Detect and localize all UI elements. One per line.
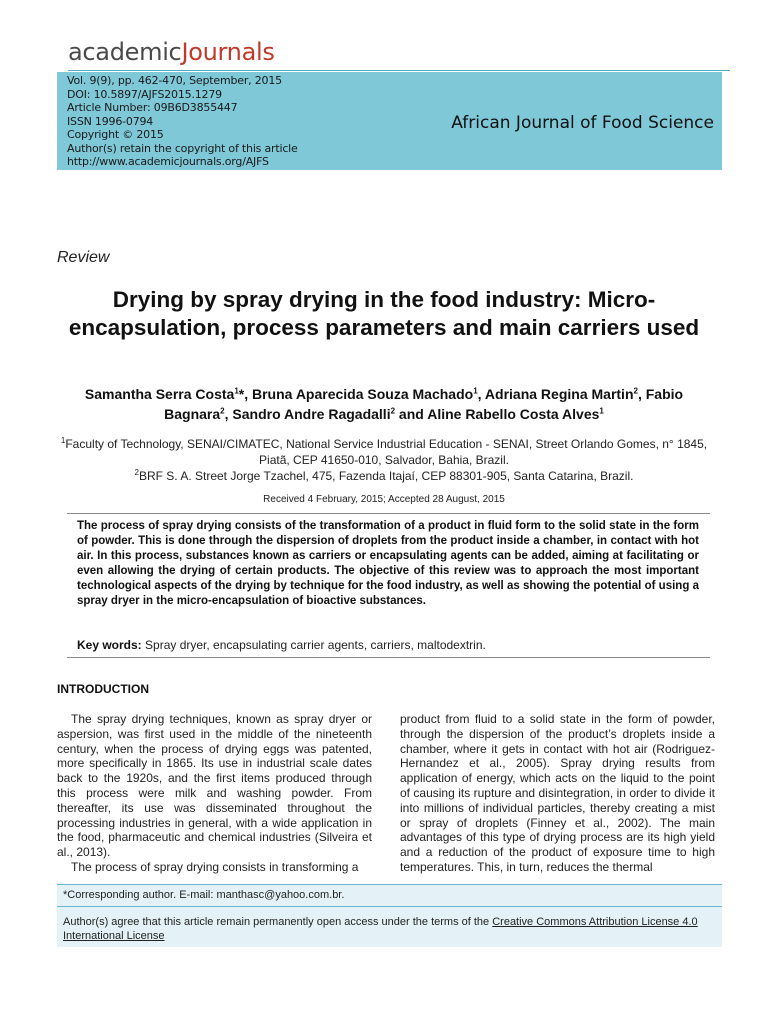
footnote-divider xyxy=(57,906,722,907)
publisher-logo-part1: academic xyxy=(68,38,182,66)
author-affil-sup: 1 xyxy=(599,406,604,416)
license-note xyxy=(63,915,713,943)
article-title: Drying by spray drying in the food industry: Micro-encapsulation, process parameters and main carriers used xyxy=(68,287,700,340)
author-name: Sandro Andre Ragadalli xyxy=(232,406,391,422)
header-rule xyxy=(68,70,730,71)
author-separator: and xyxy=(395,406,428,422)
meta-copyright-note: Author(s) retain the copyright of this article xyxy=(67,141,298,155)
article-meta-box xyxy=(57,72,722,170)
journal-name: African Journal of Food Science xyxy=(451,113,714,133)
author-affil-sup: 2 xyxy=(220,406,225,416)
corresponding-author-note: *Corresponding author. E-mail: manthasc@yahoo.com.br. xyxy=(63,889,345,901)
abstract-text: The process of spray drying consists of the transformation of a product in fluid form to the solid state in the form of powder. This is done through the dispersion of droplets from the product inside a chamber, in contact with hot air. In this process, substances known as carriers or encapsulating agents can be added, aiming at facilitating or even allowing the drying of certain products. The objective of this review was to approach the most important technological aspects of the drying by technique for the food industry, as well as showing the potential of using a spray dryer in the micro-encapsulation of bioactive substances. xyxy=(77,520,699,607)
author-name: Fabio Bagnara xyxy=(164,386,684,422)
author-affil-sup: 1 xyxy=(473,386,478,396)
received-dates: Received 4 February, 2015; Accepted 28 August, 2015 xyxy=(263,494,505,505)
meta-volume: Vol. 9(9), pp. 462-470, September, 2015 xyxy=(67,74,282,87)
affiliation-item xyxy=(60,468,708,484)
body-paragraph: The spray drying techniques, known as spray dryer or aspersion, was first used in the middle of the nineteenth century, when the process of drying eggs was patented, more specifically in 1865. Its use in industrial scale dates back to the 1920s, and the first items produced through this process were milk and washing powder. From thereafter, its use was disseminated throughout the processing industries in general, with a wide application in the food, pharmaceutic and chemical industries (Silveira et al., 2013). xyxy=(57,712,372,860)
author-name: Adriana Regina Martin xyxy=(484,386,634,402)
publisher-logo-part2: Journals xyxy=(181,38,275,66)
author-separator: , xyxy=(224,406,233,422)
meta-doi: DOI: 10.5897/AJFS2015.1279 xyxy=(67,87,222,101)
author-name: Aline Rabello Costa Alves xyxy=(427,406,600,422)
keywords-text: Spray dryer, encapsulating carrier agents, carriers, maltodextrin. xyxy=(145,638,486,652)
license-link[interactable]: Creative Commons Attribution License 4.0 International License xyxy=(63,916,698,942)
author-name: Samantha Serra Costa xyxy=(84,386,235,402)
author-affil-sup: 1 xyxy=(234,386,239,396)
abstract-box xyxy=(67,513,710,658)
affiliation-item xyxy=(60,436,708,468)
footnote-box xyxy=(57,884,722,947)
author-separator: , xyxy=(637,386,646,402)
body-column-right xyxy=(400,712,715,875)
author-affil-sup: 2 xyxy=(390,406,396,416)
publisher-logo xyxy=(68,38,275,66)
author-name: Bruna Aparecida Souza Machado xyxy=(252,386,474,402)
body-paragraph: product from fluid to a solid state in the form of powder, through the dispersion of the product’s droplets inside a chamber, where it gets in contact with hot air (Rodriguez-Hernandez et al., 2005). Spray drying results from application of energy, which acts on the liquid to the point of causing its rupture and disintegration, in order to divide it into millions of individual particles, thereby creating a mist or spray of droplets (Finney et al., 2002). The main advantages of this type of drying process are its high yield and a reduction of the product of exposure time to high temperatures. This, in turn, reduces the thermal xyxy=(400,712,715,874)
meta-article-number: Article Number: 09B6D3855447 xyxy=(67,101,238,114)
meta-url-link[interactable]: http://www.academicjournals.org/AJFS xyxy=(67,155,269,168)
section-heading-introduction: INTRODUCTION xyxy=(57,682,149,696)
affiliations xyxy=(60,436,708,484)
author-separator: , xyxy=(477,386,485,402)
author-list xyxy=(60,384,708,424)
meta-copyright: Copyright © 2015 xyxy=(67,128,164,141)
body-paragraph: The process of spray drying consists in transforming a xyxy=(71,859,359,874)
meta-issn: ISSN 1996-0794 xyxy=(67,114,154,128)
affiliation-sup: 2 xyxy=(134,468,139,477)
article-type: Review xyxy=(57,249,110,266)
affiliation-text: Faculty of Technology, SENAI/CIMATEC, National Service Industrial Education - SENAI, Street Orlando Gomes, n° 1845, Piatã, CEP 41650-010, Salvador, Bahia, Brazil. xyxy=(65,437,708,467)
affiliation-sup: 1 xyxy=(60,436,66,445)
author-affil-sup: 2 xyxy=(633,386,638,396)
keywords-label: Key words: xyxy=(77,638,142,652)
author-separator: *, xyxy=(238,386,252,402)
license-text: Author(s) agree that this article remain permanently open access under the terms of the xyxy=(63,916,493,928)
article-meta-lines xyxy=(67,74,298,169)
keywords xyxy=(77,638,486,652)
affiliation-text: BRF S. A. Street Jorge Tzachel, 475, Fazenda Itajaí, CEP 88301-905, Santa Catarina, Brazil. xyxy=(138,469,634,483)
body-column-left xyxy=(57,712,372,875)
